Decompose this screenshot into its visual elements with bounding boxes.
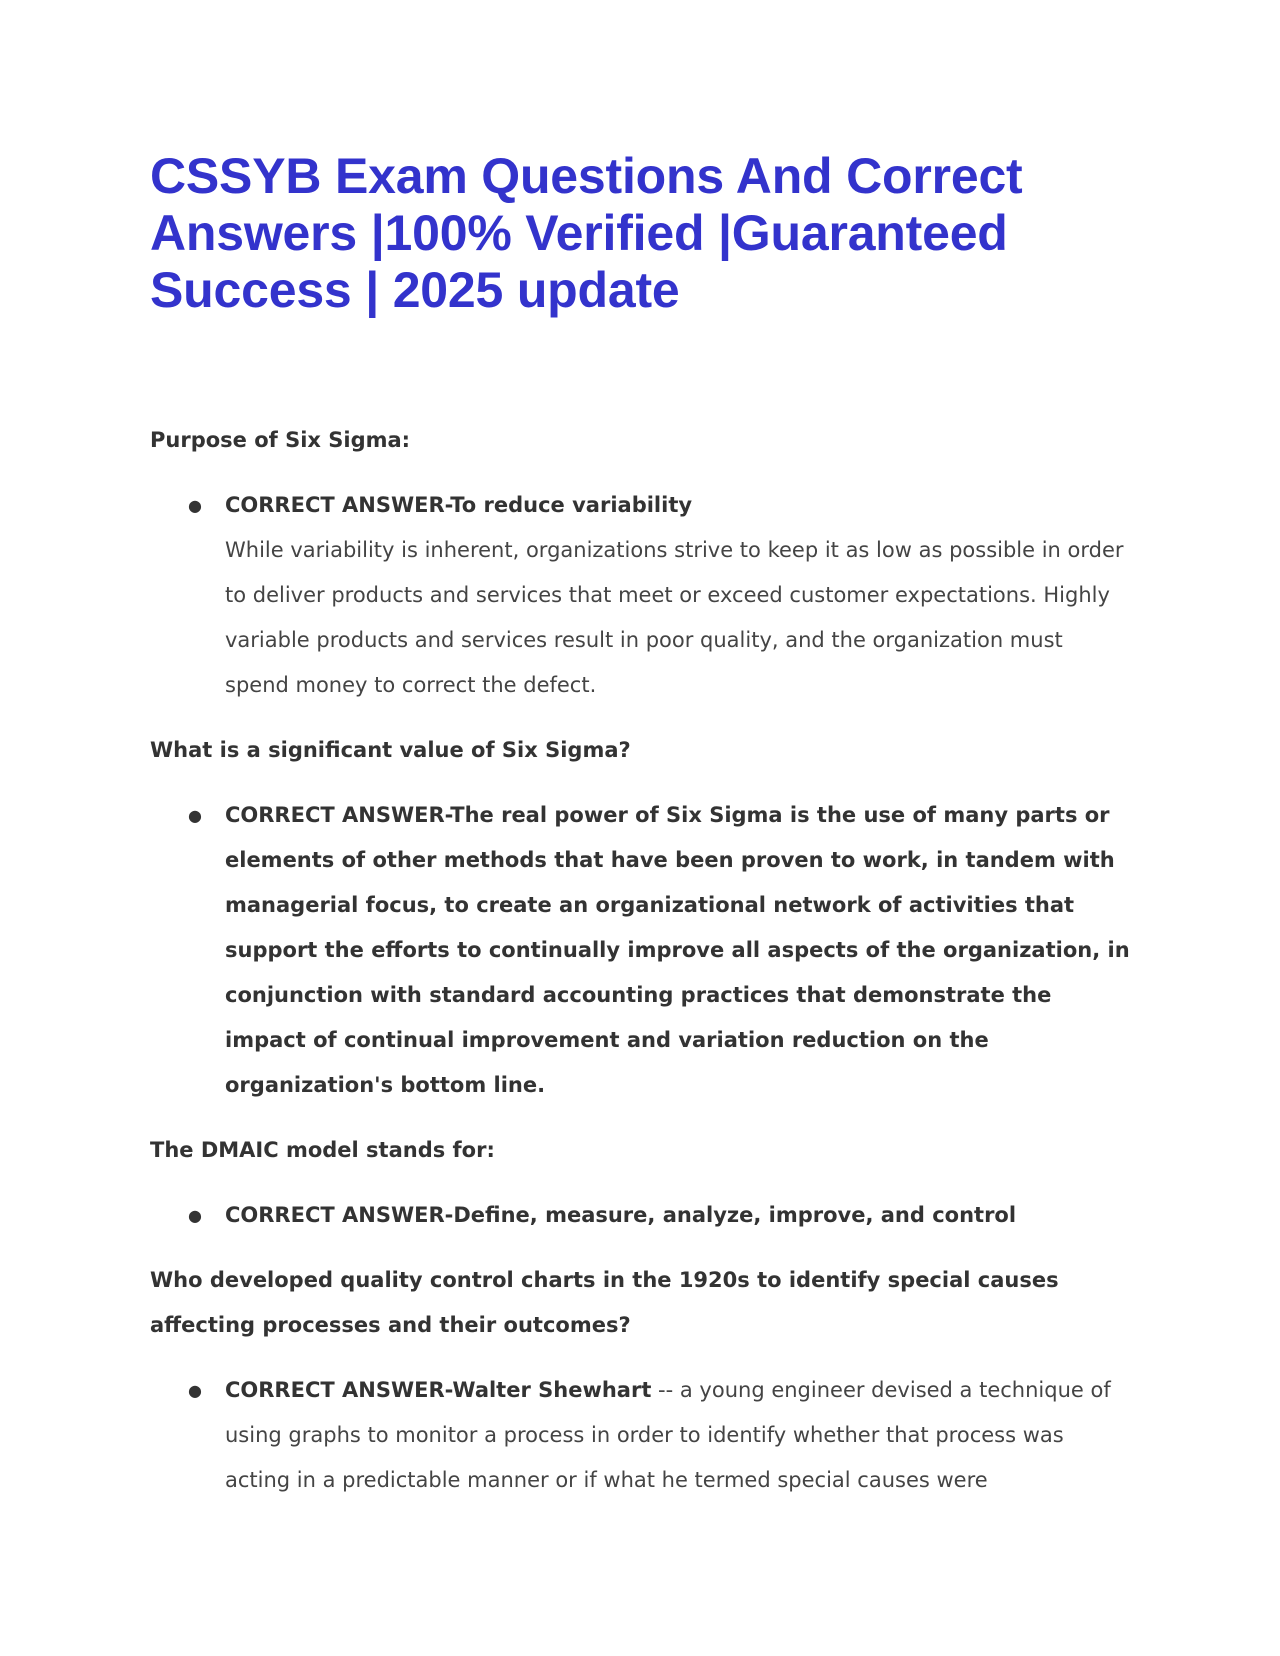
answer-label-2: CORRECT ANSWER-The real power of Six Sigma is the use of many parts or elements of other methods that have been proven to work, in tandem with managerial focus, to create an organizational network of activities that support the efforts to continually improve all aspects of the organization, in conjunction with standard accounting practices that demonstrate the impact of continual improvement and variation reduction on the organization's bottom line. <box>225 803 1130 1097</box>
answer-label-3: CORRECT ANSWER-Define, measure, analyze, improve, and control <box>225 1203 1017 1227</box>
answer-body-1: While variability is inherent, organizations strive to keep it as low as possible in order to deliver products and services that meet or exceed customer expectations. Highly variable products and services result in poor quality, and the organization must spend money to correct the defect. <box>225 538 1124 697</box>
answer-item-4 <box>150 1368 1130 1503</box>
question-2: What is a significant value of Six Sigma? <box>150 738 631 762</box>
answer-label-4: CORRECT ANSWER-Walter Shewhart <box>225 1378 652 1402</box>
answer-list-2 <box>150 793 1130 1108</box>
question-4: Who developed quality control charts in the 1920s to identify special causes affecting processes and their outcomes? <box>150 1268 1059 1337</box>
answer-item-1 <box>150 483 1130 708</box>
bullet-icon: ● <box>188 496 202 515</box>
answer-list-3 <box>150 1193 1130 1238</box>
answer-body-4: -- a young engineer devised a technique of using graphs to monitor a process in order to identify whether that process was acting in a predictable manner or if what he termed special causes were <box>225 1378 1111 1492</box>
question-3: The DMAIC model stands for: <box>150 1138 495 1162</box>
answer-label-1: CORRECT ANSWER-To reduce variability <box>225 493 693 517</box>
bullet-icon: ● <box>188 1206 202 1225</box>
answer-list-1 <box>150 483 1130 708</box>
answer-list-4 <box>150 1368 1130 1503</box>
answer-item-2 <box>150 793 1130 1108</box>
bullet-icon: ● <box>188 1381 202 1400</box>
question-1: Purpose of Six Sigma: <box>150 428 411 452</box>
bullet-icon: ● <box>188 806 202 825</box>
document-title: CSSYB Exam Questions And Correct Answers |100% Verified |Guaranteed Success | 2025 update <box>150 148 1023 318</box>
qa-content <box>150 418 1130 1523</box>
answer-item-3 <box>150 1193 1130 1238</box>
